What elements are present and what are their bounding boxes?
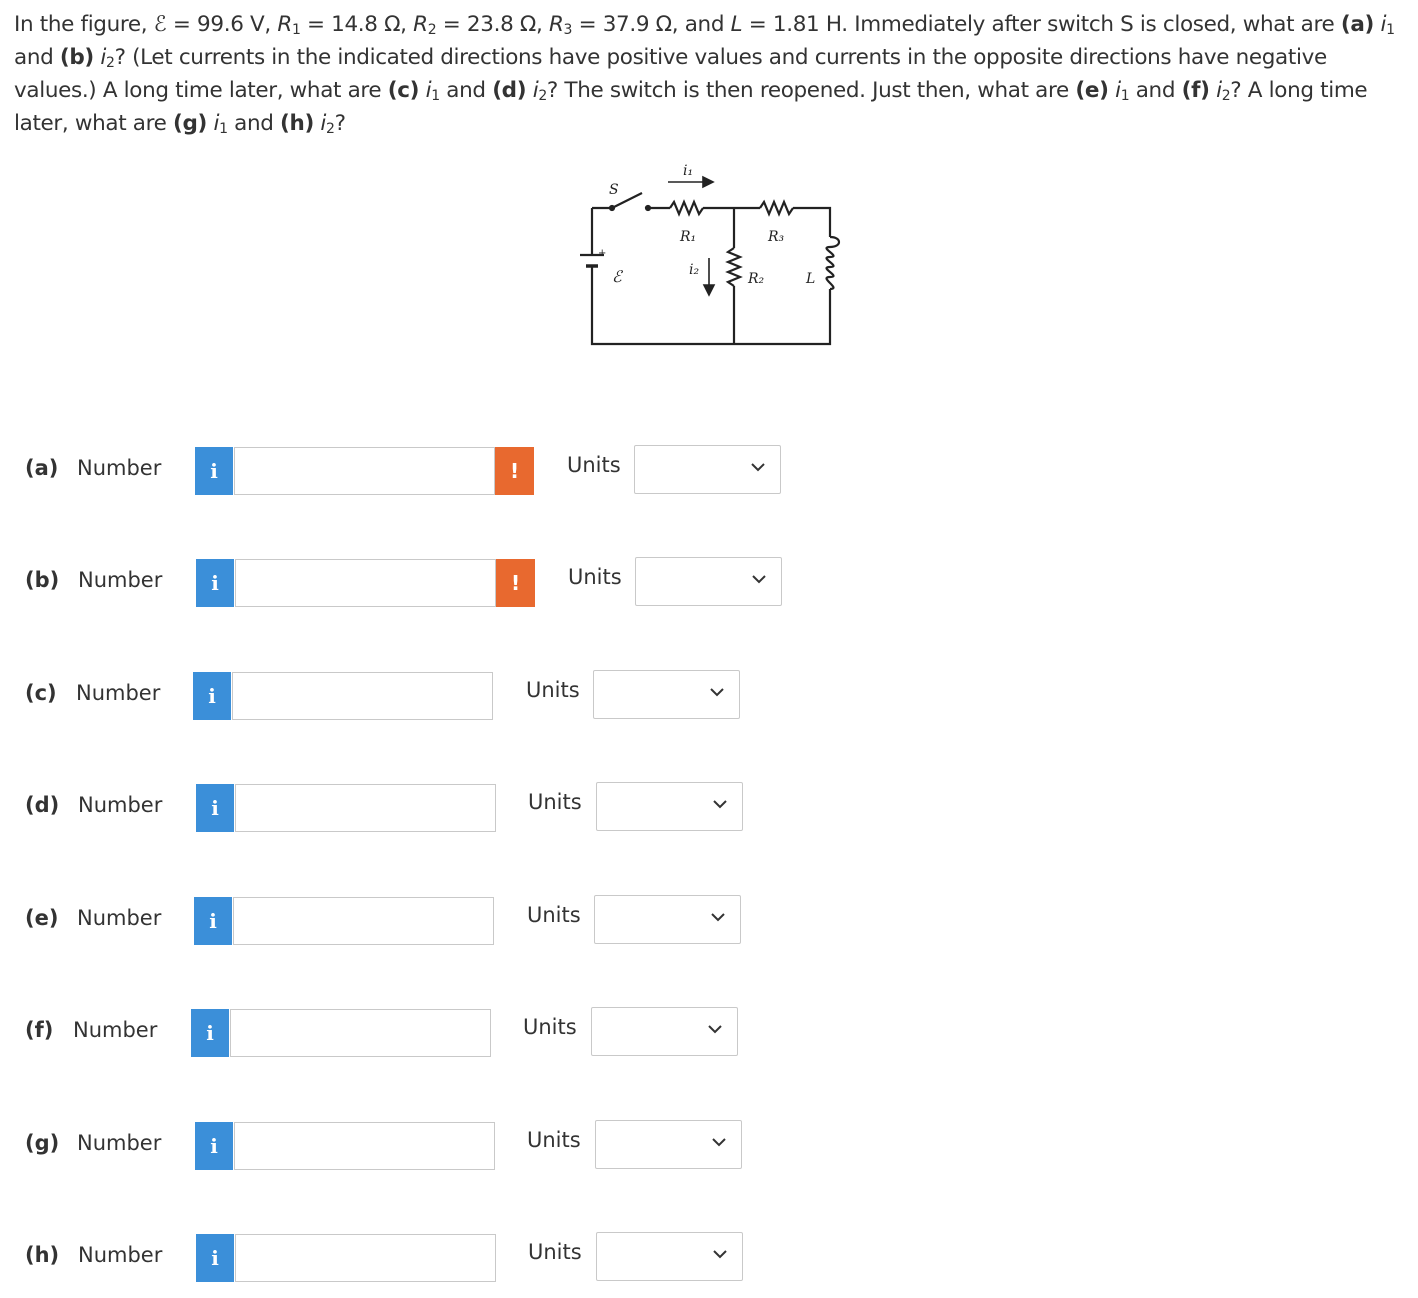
info-icon[interactable]: i: [194, 897, 232, 945]
number-label: Number: [78, 1243, 163, 1267]
r1-label: R₁: [680, 229, 697, 245]
units-select[interactable]: [594, 895, 741, 944]
chevron-down-icon: [710, 909, 726, 925]
circuit-diagram: [560, 150, 850, 360]
units-select[interactable]: [591, 1007, 738, 1056]
chevron-down-icon: [712, 796, 728, 812]
units-label: Units: [527, 903, 581, 927]
number-input[interactable]: [233, 897, 494, 945]
chevron-down-icon: [711, 1134, 727, 1150]
info-icon[interactable]: i: [196, 784, 234, 832]
r3-label: R₃: [768, 229, 785, 245]
answer-row: [0, 557, 1418, 607]
wire: [592, 288, 830, 344]
units-label: Units: [568, 565, 622, 589]
number-input[interactable]: [235, 784, 496, 832]
units-select[interactable]: [593, 670, 740, 719]
switch-label: S: [609, 182, 619, 198]
number-label: Number: [77, 1131, 162, 1155]
chevron-down-icon: [751, 571, 767, 587]
emf-label: ℰ: [612, 267, 622, 286]
units-select[interactable]: [635, 557, 782, 606]
answer-row: [0, 1007, 1418, 1057]
part-label: (e): [25, 906, 59, 930]
r2-label: R₂: [748, 271, 765, 287]
info-icon[interactable]: i: [196, 559, 234, 607]
part-label: (b): [25, 568, 60, 592]
plus-sign: +: [598, 248, 607, 259]
units-label: Units: [526, 678, 580, 702]
number-label: Number: [78, 568, 163, 592]
number-input[interactable]: [235, 559, 496, 607]
part-label: (d): [25, 793, 60, 817]
answer-row: [0, 670, 1418, 720]
units-label: Units: [527, 1128, 581, 1152]
number-label: Number: [77, 456, 162, 480]
chevron-down-icon: [709, 684, 725, 700]
units-select[interactable]: [634, 445, 781, 494]
warning-icon[interactable]: !: [496, 559, 535, 607]
resistor-r2: [728, 248, 740, 286]
inductor-label: L: [806, 271, 816, 287]
i2-label: i₂: [689, 262, 700, 278]
number-label: Number: [78, 793, 163, 817]
units-select[interactable]: [595, 1120, 742, 1169]
number-label: Number: [77, 906, 162, 930]
number-input[interactable]: [234, 447, 495, 495]
resistor-r3: [760, 202, 793, 214]
units-label: Units: [567, 453, 621, 477]
number-input[interactable]: [232, 672, 493, 720]
chevron-down-icon: [750, 459, 766, 475]
warning-icon[interactable]: !: [495, 447, 534, 495]
part-label: (f): [25, 1018, 54, 1042]
units-label: Units: [528, 790, 582, 814]
units-label: Units: [523, 1015, 577, 1039]
answer-row: [0, 895, 1418, 945]
info-icon[interactable]: i: [196, 1234, 234, 1282]
part-label: (a): [25, 456, 59, 480]
inductor-coil: [827, 237, 839, 289]
number-input[interactable]: [235, 1234, 496, 1282]
units-select[interactable]: [596, 1232, 743, 1281]
units-select[interactable]: [596, 782, 743, 831]
number-input[interactable]: [234, 1122, 495, 1170]
number-input[interactable]: [230, 1009, 491, 1057]
chevron-down-icon: [712, 1246, 728, 1262]
units-label: Units: [528, 1240, 582, 1264]
number-label: Number: [73, 1018, 158, 1042]
info-icon[interactable]: i: [195, 447, 233, 495]
question-text: In the figure, ℰ = 99.6 V, $R_1 = 14.8$ Ω, $R_2 = 23.8$ Ω, $R_3 = 37.9$ Ω, and L = 1.81 H. Immediately after switch S is closed, what are (a) $i_1$ and (b) $i_2$? (Let currents in the indicated directions have positive values and currents in the opposite directions have negative values.) A long time later, what are (c) $i_1$ and (d) $i_2$? The switch is then reopened. Just then, what are (e) $i_1$ and (f) $i_2$? A long time later, what are (g) $i_1$ and (h) $i_2$?: [14, 12, 1395, 137]
part-label: (g): [25, 1131, 60, 1155]
answer-row: [0, 1232, 1418, 1282]
answer-row: [0, 445, 1418, 495]
info-icon[interactable]: i: [193, 672, 231, 720]
part-label: (h): [25, 1243, 60, 1267]
answer-row: [0, 782, 1418, 832]
chevron-down-icon: [707, 1021, 723, 1037]
i1-label: i₁: [683, 163, 694, 179]
info-icon[interactable]: i: [195, 1122, 233, 1170]
number-label: Number: [76, 681, 161, 705]
part-label: (c): [25, 681, 57, 705]
info-icon[interactable]: i: [191, 1009, 229, 1057]
resistor-r1: [670, 202, 703, 214]
answer-row: [0, 1120, 1418, 1170]
